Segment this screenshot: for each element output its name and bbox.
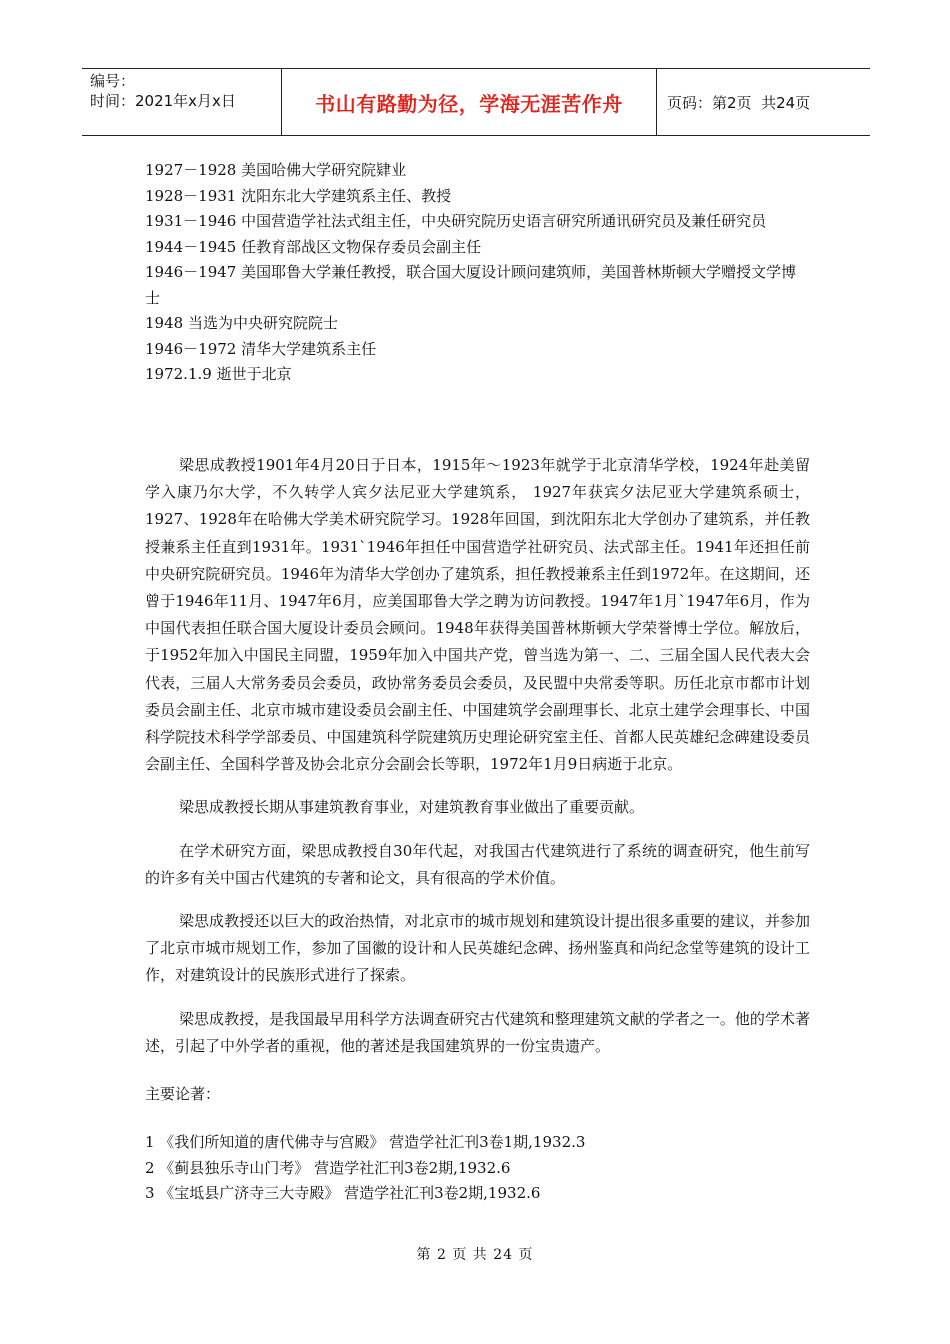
works-item: 2 《蓟县独乐寺山门考》 营造学社汇刊3卷2期,1932.6 (145, 1158, 511, 1177)
biography-paragraph: 梁思成教授，是我国最早用科学方法调查研究古代建筑和整理建筑文献的学者之一。他的学术著述，引起了中外学者的重视，他的著述是我国建筑界的一份宝贵遗产。 (145, 1009, 810, 1055)
chronology-item: 1944－1945 任教育部战区文物保存委员会副主任 (145, 237, 482, 256)
biography-paragraph: 梁思成教授1901年4月20日于日本，1915年～1923年就学于北京清华学校，1924年赴美留学入康乃尔大学，不久转学人宾夕法尼亚大学建筑系， 1927年获宾夕法尼亚大学建筑系硕士，1927、1928年在哈佛大学美术研究院学习。1928年回国，到沈阳东北大学创办了建筑系，并任教授兼系主任直到1931年。1931`1946年担任中国营造学社研究员、法式部主任。1941年还担任前中央研究院研究员。1946年为清华大学创办了建筑系，担任教授兼系主任到1972年。在这期间，还曾于1946年11月、1947年6月，应美国耶鲁大学之聘为访问教授。1947年1月`1947年6月，作为中国代表担任联合国大厦设计委员会顾问。1948年获得美国普林斯顿大学荣誉博士学位。解放后，于1952年加入中国民主同盟，1959年加入中国共产党，曾当选为第一、二、三届全国人民代表大会代表，三届人大常务委员会委员，政协常务委员会委员，及民盟中央常委等职。历任北京市都市计划委员会副主任、北京市城市建设委员会副主任、中国建筑学会副理事长、北京土建学会理事长、中国科学院技术科学学部委员、中国建筑科学院建筑历史理论研究室主任、首都人民英雄纪念碑建设委员会副主任、全国科学普及协会北京分会副会长等职，1972年1月9日病逝于北京。 (145, 456, 810, 774)
header-motto: 书山有路勤为径，学海无涯苦作舟 (315, 91, 623, 116)
works-list (145, 1130, 585, 1207)
header-page-info: 页码：第2页 共24页 (667, 93, 811, 112)
works-item: 1 《我们所知道的唐代佛寺与宫殿》 营造学社汇刊3卷1期,1932.3 (145, 1133, 586, 1151)
chronology-item: 1931－1946 中国营造学社法式组主任，中央研究院历史语言研究所通讯研究员及兼任研究员 (145, 212, 767, 230)
biography-paragraph: 梁思成教授长期从事建筑教育事业，对建筑教育事业做出了重要贡献。 (179, 798, 645, 817)
header-motto-cell (282, 69, 657, 135)
header-page-cell (657, 69, 870, 135)
page-header (82, 68, 870, 136)
chronology-item: 1972.1.9 逝世于北京 (145, 365, 292, 383)
works-heading: 主要论著： (145, 1085, 221, 1103)
chronology-list (145, 158, 810, 388)
header-left-cell (82, 69, 282, 135)
chronology-item: 1946－1972 清华大学建筑系主任 (145, 339, 377, 358)
works-item: 3 《宝坻县广济寺三大寺殿》 营造学社汇刊3卷2期,1932.6 (145, 1184, 541, 1202)
chronology-item: 1948 当选为中央研究院院士 (145, 314, 338, 332)
biography-paragraph: 在学术研究方面，梁思成教授自30年代起，对我国古代建筑进行了系统的调查研究，他生前写的许多有关中国古代建筑的专著和论文，具有很高的学术价值。 (145, 841, 810, 887)
biography-section (145, 452, 810, 1060)
biography-paragraph: 梁思成教授还以巨大的政治热情，对北京市的城市规划和建筑设计提出很多重要的建议，并参加了北京市城市规划工作，参加了国徽的设计和人民英雄纪念碑、扬州鉴真和尚纪念堂等建筑的设计工作，对建筑设计的民族形式进行了探索。 (145, 912, 810, 985)
chronology-item: 1946－1947 美国耶鲁大学兼任教授，联合国大厦设计顾问建筑师，美国普林斯顿大学赠授文学博士 (145, 263, 797, 307)
chronology-item: 1927－1928 美国哈佛大学研究院肄业 (145, 161, 407, 179)
document-date-label: 时间：2021年x月x日 (90, 92, 236, 110)
page-footer: 第 2 页 共 24 页 (416, 1247, 534, 1263)
document-number-label: 编号： (90, 72, 136, 90)
chronology-item: 1928－1931 沈阳东北大学建筑系主任、教授 (145, 186, 452, 205)
